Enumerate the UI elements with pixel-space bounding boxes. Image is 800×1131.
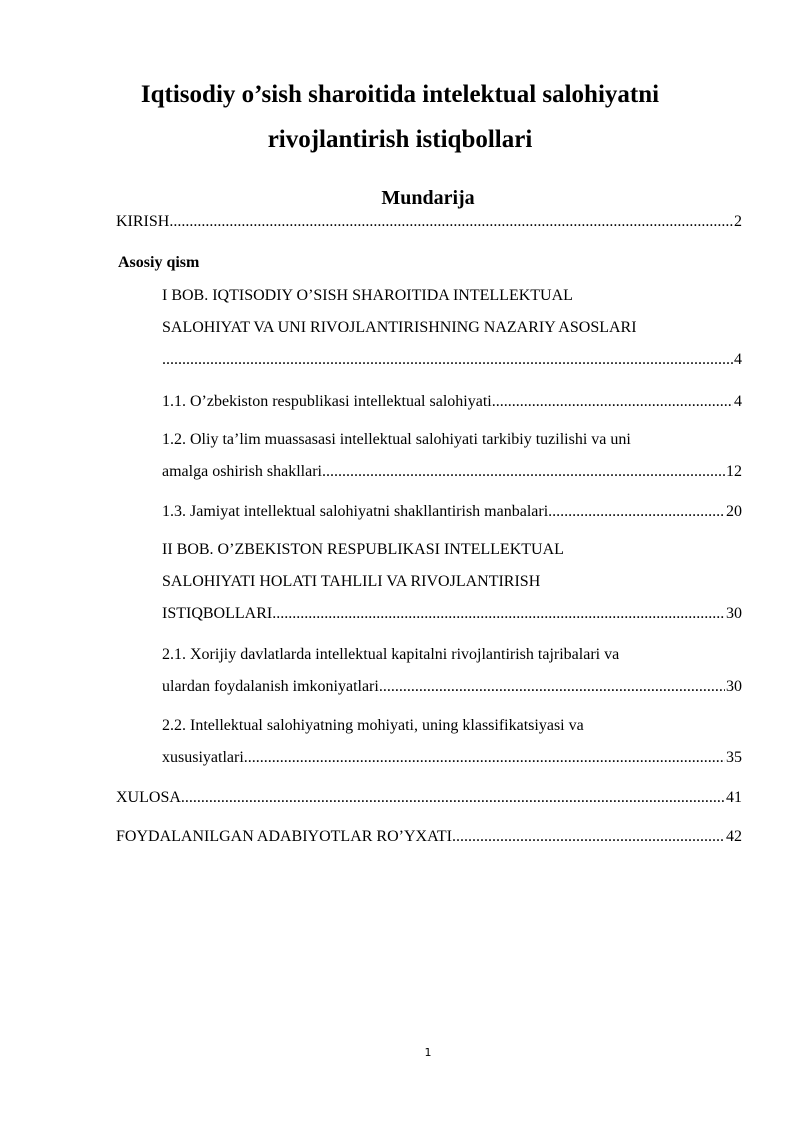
toc-leader-dots	[272, 604, 725, 624]
toc-entry-label: 1.1. O’zbekiston respublikasi intellektual salohiyati	[162, 393, 492, 410]
toc-page-number: 30	[726, 678, 742, 695]
toc-entry-label: FOYDALANILGAN ADABIYOTLAR RO’YXATI	[116, 828, 452, 845]
toc-section-2-2-line-1[interactable]: 2.2. Intellektual salohiyatning mohiyati, uning klassifikatsiyasi va	[162, 717, 584, 734]
toc-entry-references[interactable]	[116, 827, 742, 847]
toc-page-number: 12	[726, 463, 742, 480]
toc-entry-label: XULOSA	[116, 789, 181, 806]
toc-leader-dots	[162, 350, 733, 370]
toc-page-number: 4	[734, 351, 742, 368]
toc-entry-section-1-2[interactable]	[162, 462, 742, 482]
toc-page-number: 42	[726, 828, 742, 845]
toc-entry-section-1-3[interactable]	[162, 502, 742, 522]
toc-chapter-1-line-1[interactable]: I BOB. IQTISODIY O’SISH SHAROITIDA INTELLEKTUAL	[162, 287, 573, 304]
toc-entry-chapter-2[interactable]	[162, 604, 742, 624]
toc-page-number: 20	[726, 503, 742, 520]
toc-entry-label: ISTIQBOLLARI	[162, 605, 273, 622]
toc-heading: Mundarija	[381, 187, 475, 209]
toc-page-number: 2	[734, 213, 742, 230]
toc-leader-dots	[379, 677, 725, 697]
toc-page-number: 35	[726, 749, 742, 766]
toc-entry-label: amalga oshirish shakllari	[162, 463, 322, 480]
toc-entry-chapter-1[interactable]	[162, 350, 742, 370]
toc-leader-dots	[169, 212, 733, 232]
toc-page-number: 30	[726, 605, 742, 622]
toc-leader-dots	[452, 827, 725, 847]
page-number: 1	[424, 1046, 432, 1059]
toc-entry-label: 1.3. Jamiyat intellektual salohiyatni shakllantirish manbalari	[162, 503, 549, 520]
toc-chapter-2-line-2[interactable]: SALOHIYATI HOLATI TAHLILI VA RIVOJLANTIRISH	[162, 573, 541, 590]
toc-entry-section-2-2[interactable]	[162, 748, 742, 768]
toc-leader-dots	[181, 788, 725, 808]
toc-chapter-1-line-2[interactable]: SALOHIYAT VA UNI RIVOJLANTIRISHNING NAZARIY ASOSLARI	[162, 319, 637, 336]
toc-entry-label: xususiyatlari	[162, 749, 244, 766]
toc-entry-section-1-1[interactable]	[162, 392, 742, 412]
toc-entry-xulosa[interactable]	[116, 788, 742, 808]
document-title-line-2: rivojlantirish istiqbollari	[267, 126, 533, 153]
toc-chapter-2-line-1[interactable]: II BOB. O’ZBEKISTON RESPUBLIKASI INTELLEKTUAL	[162, 541, 564, 558]
toc-entry-label: ulardan foydalanish imkoniyatlari	[162, 678, 379, 695]
toc-entry-section-2-1[interactable]	[162, 677, 742, 697]
toc-page-number: 4	[734, 393, 742, 410]
toc-section-1-2-line-1[interactable]: 1.2. Oliy ta’lim muassasasi intellektual salohiyati tarkibiy tuzilishi va uni	[162, 431, 631, 448]
toc-section-2-1-line-1[interactable]: 2.1. Xorijiy davlatlarda intellektual kapitalni rivojlantirish tajribalari va	[162, 646, 620, 663]
main-section-label: Asosiy qism	[118, 254, 200, 271]
toc-leader-dots	[244, 748, 725, 768]
toc-leader-dots	[322, 462, 725, 482]
toc-leader-dots	[492, 392, 733, 412]
toc-entry-kirish[interactable]	[116, 212, 742, 232]
toc-leader-dots	[548, 502, 725, 522]
toc-entry-label: KIRISH	[116, 213, 170, 230]
toc-page-number: 41	[726, 789, 742, 806]
document-title-line-1: Iqtisodiy o’sish sharoitida intelektual salohiyatni	[140, 81, 660, 108]
